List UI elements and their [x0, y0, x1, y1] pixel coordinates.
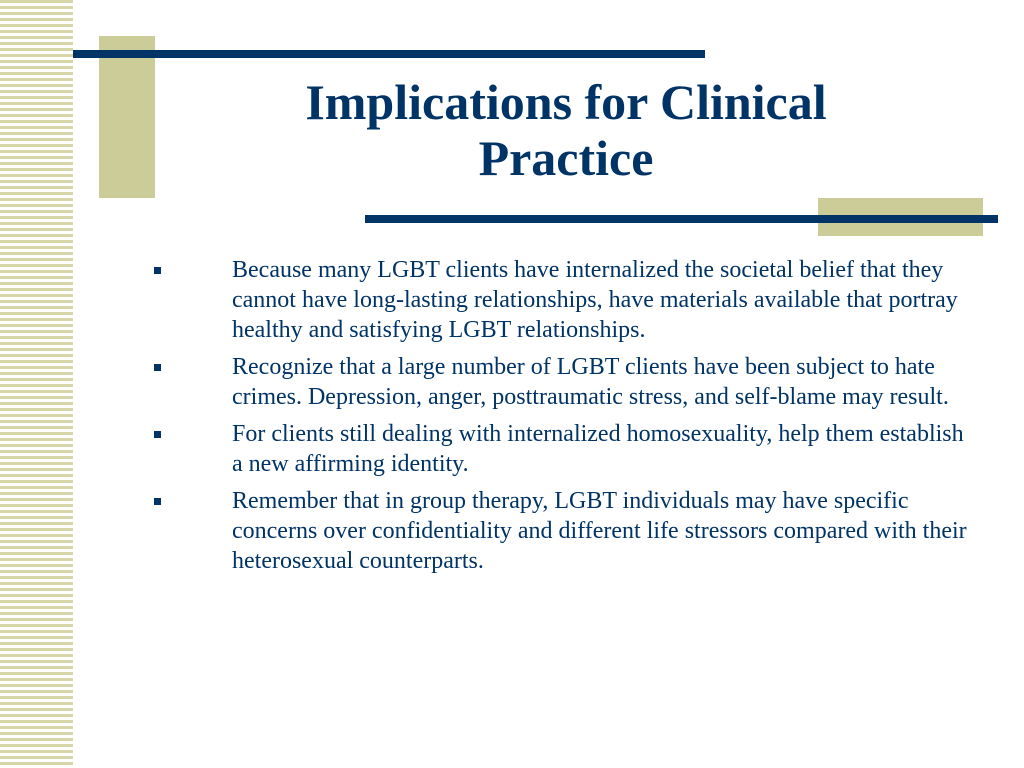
bullet-text: Recognize that a large number of LGBT clients have been subject to hate crimes. Depression, anger, posttraumatic stress, and self-blame may result.	[232, 354, 949, 410]
slide-title-line-2: Practice	[478, 130, 654, 186]
square-bullet-icon	[154, 498, 161, 505]
bullet-item	[150, 486, 980, 576]
bullet-text: For clients still dealing with internalized homosexuality, help them establish a new affirming identity.	[232, 421, 964, 477]
slide-title	[230, 74, 902, 186]
bullet-item	[150, 352, 980, 412]
title-rule-top	[73, 50, 705, 58]
slide-title-line-1: Implications for Clinical	[305, 74, 827, 130]
square-bullet-icon	[154, 267, 161, 274]
bullet-item	[150, 419, 980, 479]
accent-block-top	[99, 36, 155, 198]
square-bullet-icon	[154, 431, 161, 438]
title-rule-bottom	[365, 215, 998, 223]
square-bullet-icon	[154, 364, 161, 371]
bullet-text: Remember that in group therapy, LGBT individuals may have specific concerns over confidentiality and different life stressors compared with their heterosexual counterparts.	[232, 488, 967, 574]
bullet-list	[150, 255, 980, 583]
decorative-stripe-band	[0, 0, 73, 768]
bullet-item	[150, 255, 980, 345]
bullet-text: Because many LGBT clients have internalized the societal belief that they cannot have long-lasting relationships, have materials available that portray healthy and satisfying LGBT relationships.	[232, 257, 958, 343]
